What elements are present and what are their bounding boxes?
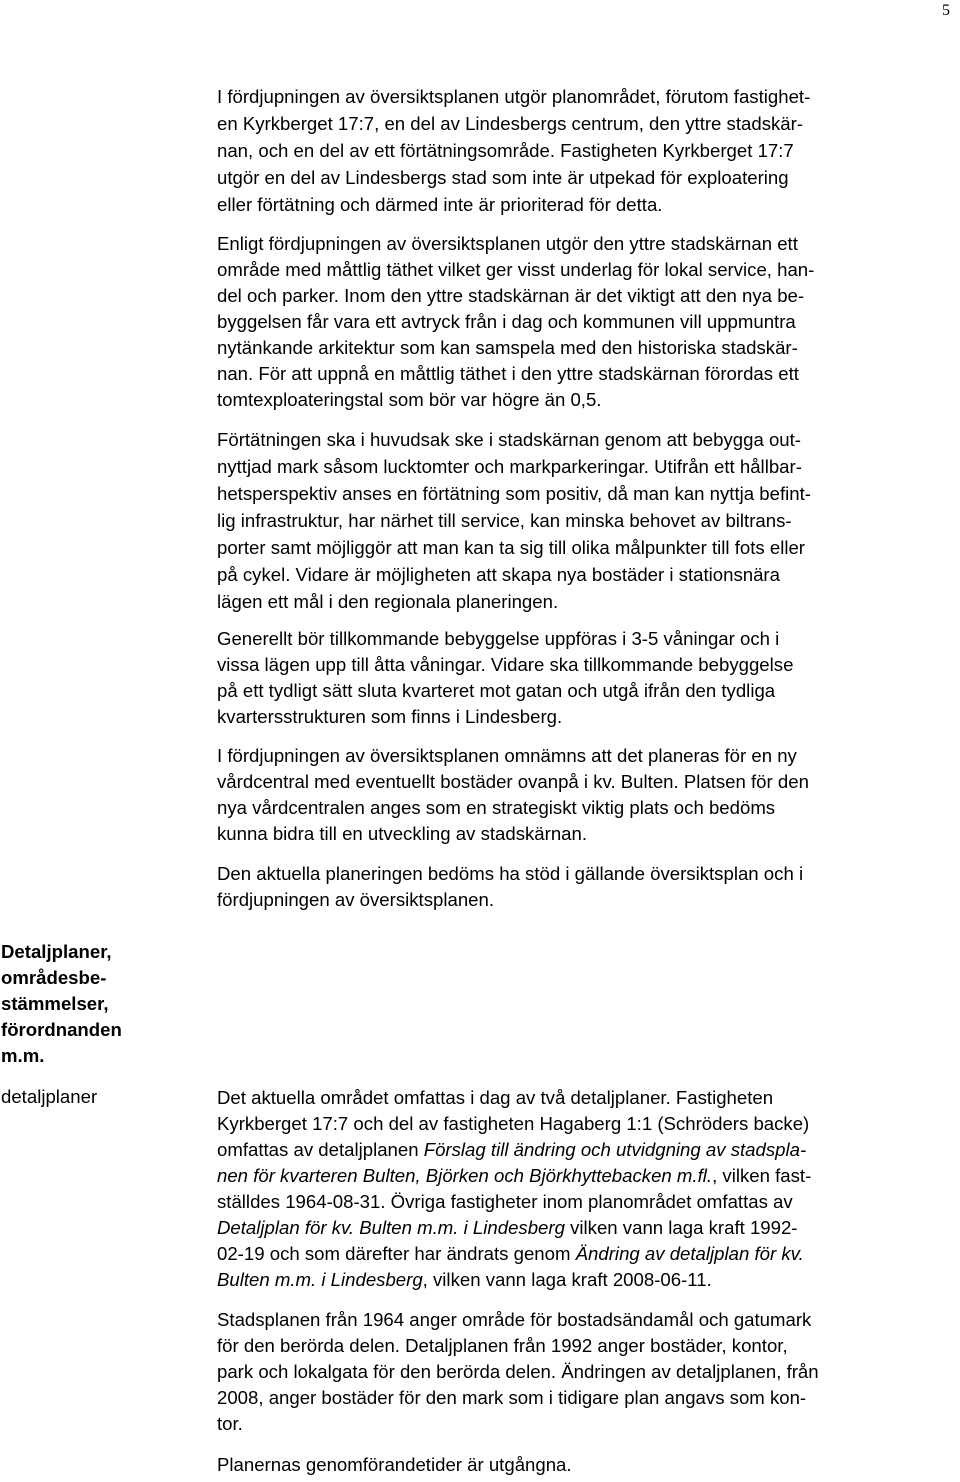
sidebar-heading-line: områdesbe- <box>1 967 107 988</box>
text-line: Den aktuella planeringen bedöms ha stöd i gällande översiktsplan och i <box>217 863 804 884</box>
plan-title-italic: Förslag till ändring och utvidgning av stadspla- <box>423 1139 807 1160</box>
text-line <box>217 1163 811 1189</box>
text-line: nan, och en del av ett förtätningsområde. Fastigheten Kyrkberget 17:7 <box>217 140 794 161</box>
text-line: nan. För att uppnå en måttlig täthet i den yttre stadskärnan förordas ett <box>217 363 799 384</box>
text-line: 2008, anger bostäder för den mark som i tidigare plan angavs som kon- <box>217 1387 807 1408</box>
text-line: lig infrastruktur, har närhet till service, kan minska behovet av biltrans- <box>217 510 792 531</box>
page-number: 5 <box>942 2 950 19</box>
text-line: Generellt bör tillkommande bebyggelse uppföras i 3-5 våningar och i <box>217 628 780 649</box>
text-line: nyttjad mark såsom lucktomter och markparkeringar. Utifrån ett hållbar- <box>217 456 802 477</box>
text-line: ställdes 1964-08-31. Övriga fastigheter inom planområdet omfattas av <box>217 1191 793 1212</box>
text-line: utgör en del av Lindesbergs stad som inte är utpekad för exploatering <box>217 167 789 188</box>
text-line <box>217 1137 806 1163</box>
detaljplaner-paragraph-3: Planernas genomförandetider är utgångna. <box>217 1454 572 1475</box>
sidebar-heading-line: m.m. <box>1 1045 45 1066</box>
sidebar-heading-line: stämmelser, <box>1 993 109 1014</box>
text-span: , vilken fast- <box>712 1165 812 1186</box>
plan-title-italic: nen för kvarteren Bulten, Björken och Björkhyttebacken m.fl. <box>217 1165 713 1186</box>
text-line: Förtätningen ska i huvudsak ske i stadskärnan genom att bebygga out- <box>217 429 801 450</box>
sidebar-subheading: detaljplaner <box>1 1086 98 1107</box>
text-line: Stadsplanen från 1964 anger område för bostadsändamål och gatumark <box>217 1309 812 1330</box>
sidebar-heading-line: Detaljplaner, <box>1 941 112 962</box>
text-line: på ett tydligt sätt sluta kvarteret mot gatan och utgå ifrån den tydliga <box>217 680 776 701</box>
text-line: del och parker. Inom den yttre stadskärnan är det viktigt att den nya be- <box>217 285 805 306</box>
text-line: tomtexploateringstal som bör var högre än 0,5. <box>217 389 602 410</box>
text-line: nya vårdcentralen anges som en strategiskt viktig plats och bedöms <box>217 797 776 818</box>
text-line: område med måttlig täthet vilket ger visst underlag för lokal service, han- <box>217 259 815 280</box>
text-line: byggelsen får vara ett avtryck från i dag och kommunen vill uppmuntra <box>217 311 796 332</box>
text-span: , vilken vann laga kraft 2008-06-11. <box>422 1269 712 1290</box>
text-line: I fördjupningen av översiktsplanen omnämns att det planeras för en ny <box>217 745 797 766</box>
text-line: lägen ett mål i den regionala planeringen. <box>217 591 559 612</box>
text-line: eller förtätning och därmed inte är prioriterad för detta. <box>217 194 663 215</box>
text-span: omfattas av detaljplanen <box>217 1139 424 1160</box>
text-line: på cykel. Vidare är möjligheten att skapa nya bostäder i stationsnära <box>217 564 780 585</box>
text-line <box>217 1215 798 1241</box>
text-line: I fördjupningen av översiktsplanen utgör planområdet, förutom fastighet- <box>217 86 811 107</box>
text-line: fördjupningen av översiktsplanen. <box>217 889 495 910</box>
text-line: kvartersstrukturen som finns i Lindesberg. <box>217 706 563 727</box>
text-line: tor. <box>217 1413 243 1434</box>
sidebar-heading-line: förordnanden <box>1 1019 122 1040</box>
plan-title-italic: Bulten m.m. i Lindesberg <box>217 1269 423 1290</box>
text-line: för den berörda delen. Detaljplanen från 1992 anger bostäder, kontor, <box>217 1335 788 1356</box>
text-line <box>217 1267 712 1293</box>
text-line: porter samt möjliggör att man kan ta sig till olika målpunkter till fots eller <box>217 537 806 558</box>
text-line <box>217 1241 804 1267</box>
text-line: Enligt fördjupningen av översiktsplanen utgör den yttre stadskärnan ett <box>217 233 798 254</box>
text-span: 02-19 och som därefter har ändrats genom <box>217 1243 576 1264</box>
text-line: Kyrkberget 17:7 och del av fastigheten Hagaberg 1:1 (Schröders backe) <box>217 1113 810 1134</box>
text-line: nytänkande arkitektur som kan samspela med den historiska stadskär- <box>217 337 798 358</box>
plan-title-italic: Ändring av detaljplan för kv. <box>575 1243 804 1264</box>
text-line: vårdcentral med eventuellt bostäder ovanpå i kv. Bulten. Platsen för den <box>217 771 809 792</box>
text-line: Det aktuella området omfattas i dag av två detaljplaner. Fastigheten <box>217 1087 774 1108</box>
text-line: kunna bidra till en utveckling av stadskärnan. <box>217 823 588 844</box>
text-line: vissa lägen upp till åtta våningar. Vidare ska tillkommande bebyggelse <box>217 654 794 675</box>
text-span: vilken vann laga kraft 1992- <box>564 1217 798 1238</box>
text-line: park och lokalgata för den berörda delen. Ändringen av detaljplanen, från <box>217 1361 819 1382</box>
text-line: en Kyrkberget 17:7, en del av Lindesbergs centrum, den yttre stadskär- <box>217 113 804 134</box>
text-line: hetsperspektiv anses en förtätning som positiv, då man kan nyttja befint- <box>217 483 811 504</box>
plan-title-italic: Detaljplan för kv. Bulten m.m. i Lindesberg <box>217 1217 565 1238</box>
